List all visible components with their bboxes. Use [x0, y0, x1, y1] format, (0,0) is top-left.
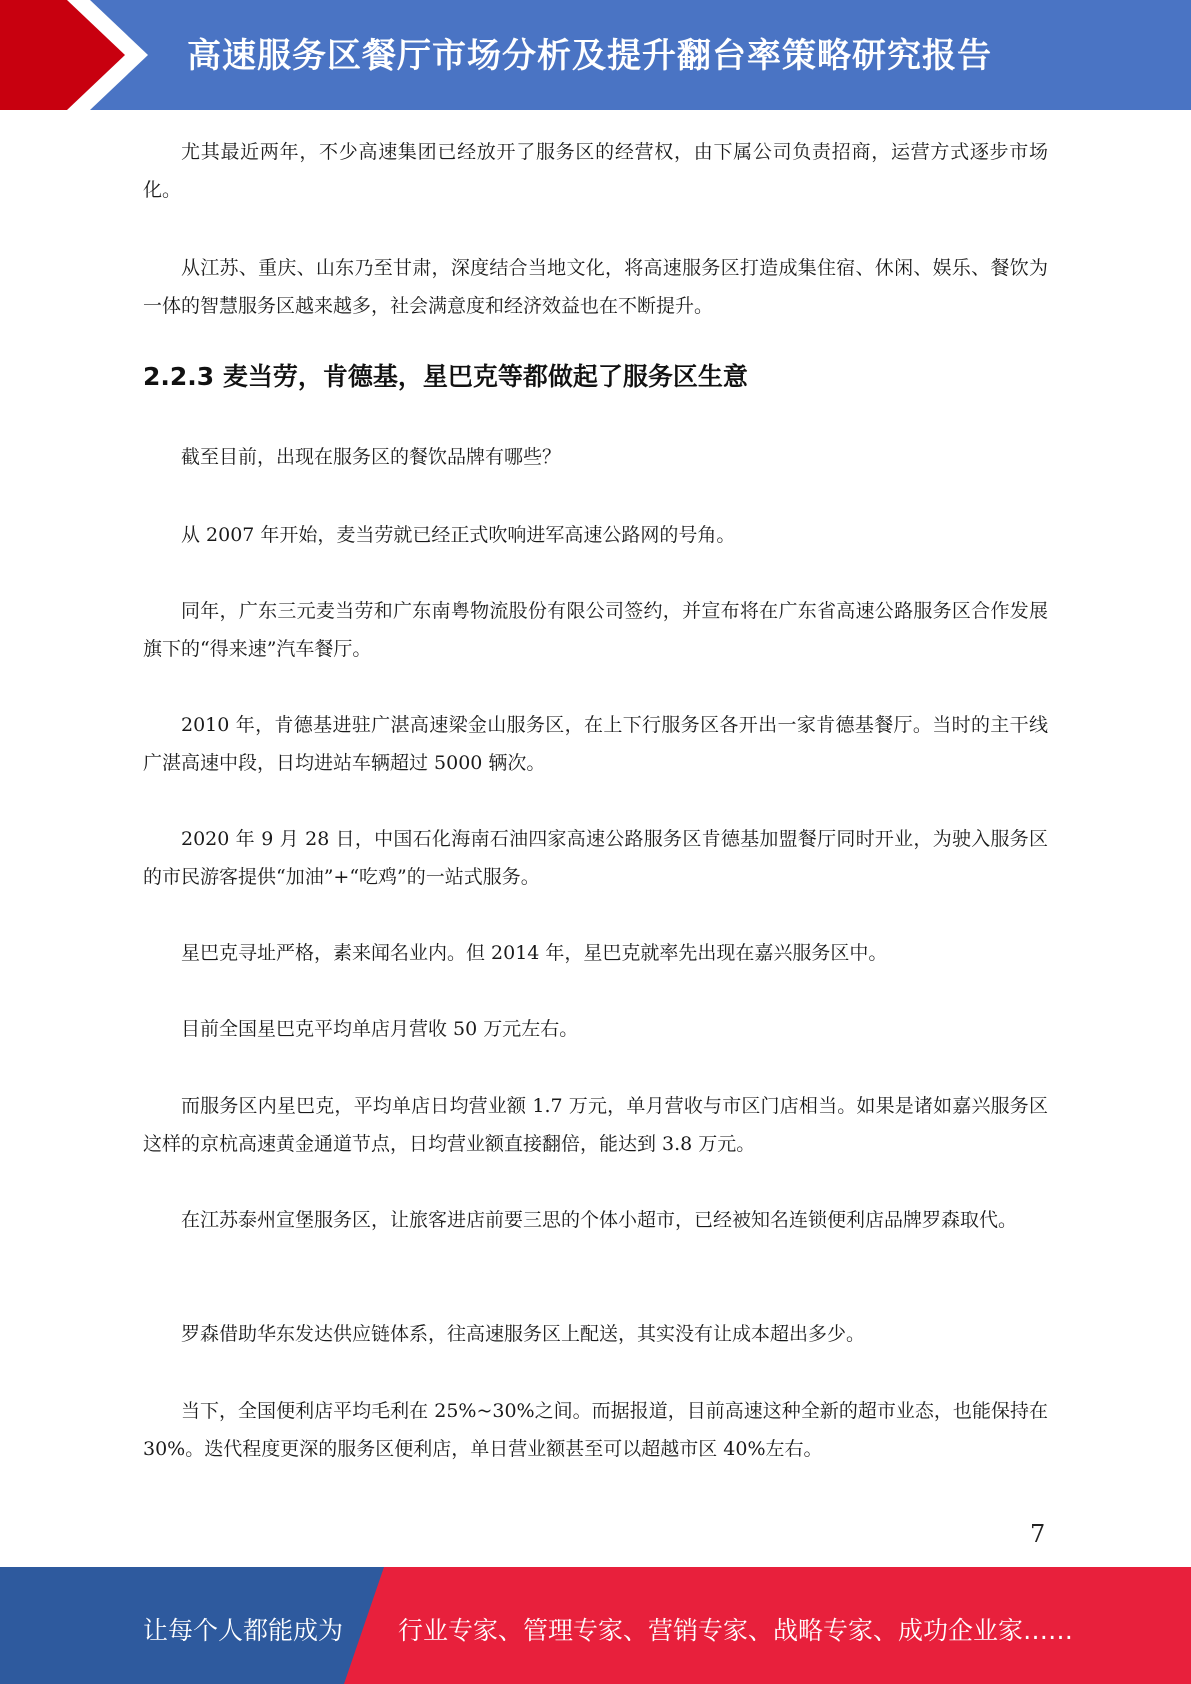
- paragraph: 从 2007 年开始，麦当劳就已经正式吹响进军高速公路网的号角。: [181, 524, 736, 546]
- paragraph: 目前全国星巴克平均单店月营收 50 万元左右。: [181, 1018, 579, 1040]
- document-title: 高速服务区餐厅市场分析及提升翻台率策略研究报告: [187, 36, 992, 76]
- footer-slogan-right: 行业专家、管理专家、营销专家、战略专家、成功企业家……: [398, 1616, 1074, 1645]
- paragraph: 2020 年 9 月 28 日，中国石化海南石油四家高速公路服务区肯德基加盟餐厅同时开业，为驶入服务区的市民游客提供“加油”+“吃鸡”的一站式服务。: [143, 828, 1048, 888]
- header-arrow-decoration: [0, 0, 150, 110]
- page-footer: [0, 1567, 1191, 1684]
- paragraph: 2010 年，肯德基进驻广湛高速梁金山服务区，在上下行服务区各开出一家肯德基餐厅。当时的主干线广湛高速中段，日均进站车辆超过 5000 辆次。: [143, 714, 1048, 774]
- paragraph: 星巴克寻址严格，素来闻名业内。但 2014 年，星巴克就率先出现在嘉兴服务区中。: [181, 942, 888, 964]
- footer-slogan-left: 让每个人都能成为: [143, 1616, 344, 1645]
- paragraph: 在江苏泰州宣堡服务区，让旅客进店前要三思的个体小超市，已经被知名连锁便利店品牌罗森取代。: [181, 1209, 1018, 1231]
- section-heading: 2.2.3 麦当劳，肯德基，星巴克等都做起了服务区生意: [143, 362, 748, 391]
- paragraph: 罗森借助华东发达供应链体系，往高速服务区上配送，其实没有让成本超出多少。: [181, 1323, 866, 1345]
- paragraph: 而服务区内星巴克，平均单店日均营业额 1.7 万元，单月营收与市区门店相当。如果是诸如嘉兴服务区这样的京杭高速黄金通道节点，日均营业额直接翻倍，能达到 3.8 万元。: [143, 1095, 1048, 1155]
- paragraph: 从江苏、重庆、山东乃至甘肃，深度结合当地文化，将高速服务区打造成集住宿、休闲、娱乐、餐饮为一体的智慧服务区越来越多，社会满意度和经济效益也在不断提升。: [143, 257, 1048, 317]
- paragraph: 当下，全国便利店平均毛利在 25%~30%之间。而据报道，目前高速这种全新的超市业态，也能保持在 30%。迭代程度更深的服务区便利店，单日营业额甚至可以超越市区 40%左右。: [143, 1400, 1048, 1460]
- page-header: [0, 0, 1191, 110]
- page-number: 7: [1030, 1520, 1046, 1548]
- paragraph: 同年，广东三元麦当劳和广东南粤物流股份有限公司签约，并宣布将在广东省高速公路服务区合作发展旗下的“得来速”汽车餐厅。: [143, 600, 1048, 660]
- paragraph: 尤其最近两年，不少高速集团已经放开了服务区的经营权，由下属公司负责招商，运营方式逐步市场化。: [143, 141, 1048, 201]
- paragraph: 截至目前，出现在服务区的餐饮品牌有哪些？: [181, 446, 562, 468]
